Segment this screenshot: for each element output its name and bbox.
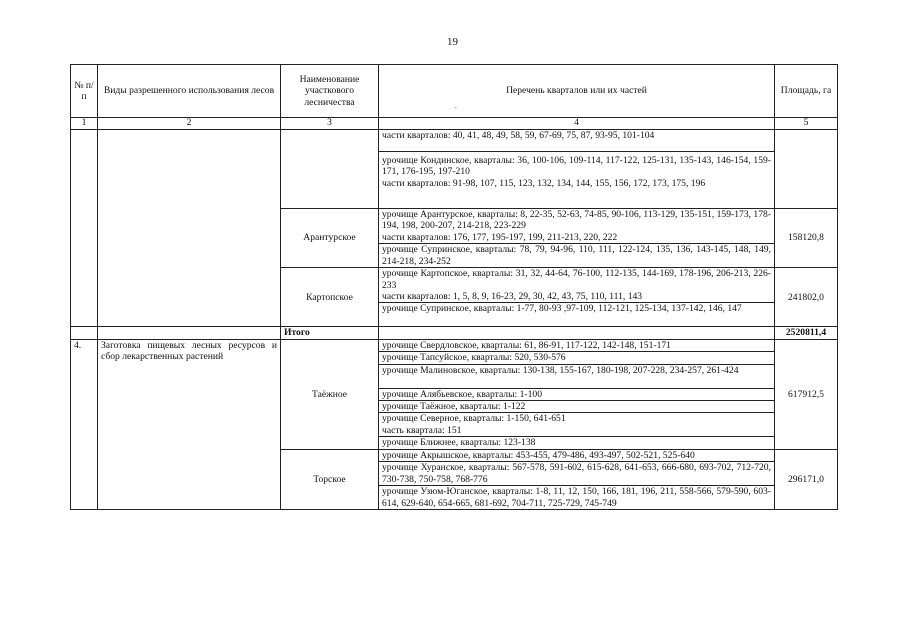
quarters-cell: урочище Арантурское, кварталы: 8, 22-35, 52-63, 74-85, 90-106, 113-129, 135-151, 159-173, 178-194, 198, 200-207, 214-218, 223-229 части кварталов: 176, 177, 195-197, 199, 211-213, 220, 222 [379,209,775,244]
header-quarters: Перечень кварталов или их частей [379,65,775,118]
quarters-cell: урочище Хуранское, кварталы: 567-578, 591-602, 615-628, 641-653, 666-680, 693-702, 712-720, 730-738, 750-758, 768-776 [379,462,775,486]
quarters-cell: урочище Малиновское, кварталы: 130-138, 155-167, 180-198, 207-228, 234-257, 261-424 [379,364,775,388]
quarters-cell: урочище Супринское, кварталы: 78, 79, 94-96, 110, 111, 122-124, 135, 136, 143-145, 148, 149, 214-218, 234-252 [379,244,775,268]
header-num: № п/п [71,65,98,118]
total-num-empty [71,327,98,339]
quarters-cell: урочище Алябьевское, кварталы: 1-100 [379,388,775,400]
num-cell-empty [71,130,98,327]
total-types-empty [98,327,281,339]
quarters-cell: урочище Тапсуйское, кварталы: 520, 530-576 [379,352,775,364]
col-number: 1 [71,118,98,130]
quarters-cell: урочище Свердловское, кварталы: 61, 86-91, 117-122, 142-148, 151-171 [379,339,775,351]
types-cell-empty [98,130,281,327]
area-value: 296171,0 [775,449,838,509]
table-header-row [71,65,838,118]
col-number: 3 [281,118,379,130]
quarters-cell: урочище Картопское, кварталы: 31, 32, 44-64, 76-100, 112-135, 144-169, 178-196, 206-213, 226-233 части кварталов: 1, 5, 8, 9, 16-23, 29, 30, 42, 43, 75, 110, 111, 143 [379,268,775,303]
forestry-name: Таёжное [281,339,379,449]
quarters-cell: урочище Таёжное, кварталы: 1-122 [379,401,775,413]
quarters-cell: урочище Северное, кварталы: 1-150, 641-651 часть квартала: 151 [379,413,775,437]
total-value: 2520811,4 [775,327,838,339]
area-value: 241802,0 [775,268,838,327]
header-forestry: Наименование участкового лесничества [281,65,379,118]
total-row [71,327,838,339]
area-cell-empty [775,130,838,209]
table-row [71,130,838,152]
table-row [71,339,838,351]
forestry-name: Торское [281,449,379,509]
col-number: 5 [775,118,838,130]
total-label: Итого [281,327,379,339]
header-area: Площадь, га [775,65,838,118]
stray-mark: . [455,102,457,110]
area-value: 617912,5 [775,339,838,449]
page-number: 19 [447,36,458,48]
forestry-name: Картопское [281,268,379,327]
column-number-row [71,118,838,130]
item-number: 4. [71,339,98,509]
item-use-type: Заготовка пищевых лесных ресурсов и сбор лекарственных растений [98,339,281,509]
quarters-cell: урочище Кондинское, кварталы: 36, 100-106, 109-114, 117-122, 125-131, 135-143, 146-154, 159-171, 176-195, 197-210 части кварталов: 91-98, 107, 115, 123, 132, 134, 144, 155, 156, 172, 173, 175, 196 [379,152,775,209]
quarters-cell: части кварталов: 40, 41, 48, 49, 58, 59, 67-69, 75, 87, 93-95, 101-104 [379,130,775,152]
header-types: Виды разрешенного использования лесов [98,65,281,118]
area-value: 158120,8 [775,209,838,268]
forestry-name: Арантурское [281,209,379,268]
col-number: 2 [98,118,281,130]
total-quarters-empty [379,327,775,339]
forestry-cell-empty [281,130,379,209]
col-number: 4 [379,118,775,130]
quarters-cell: урочище Узюм-Юганское, кварталы: 1-8, 11, 12, 150, 166, 181, 196, 211, 558-566, 579-590, 603-614, 629-640, 654-665, 681-692, 704-711, 725-729, 745-749 [379,486,775,510]
quarters-cell: урочище Ближнее, кварталы: 123-138 [379,437,775,449]
forest-use-table [70,64,838,510]
quarters-cell: урочище Супринское, кварталы: 1-77, 80-93 ,97-109, 112-121, 125-134, 137-142, 146, 147 [379,303,775,327]
quarters-cell: урочище Акрышское, кварталы: 453-455, 479-486, 493-497, 502-521, 525-640 [379,449,775,461]
